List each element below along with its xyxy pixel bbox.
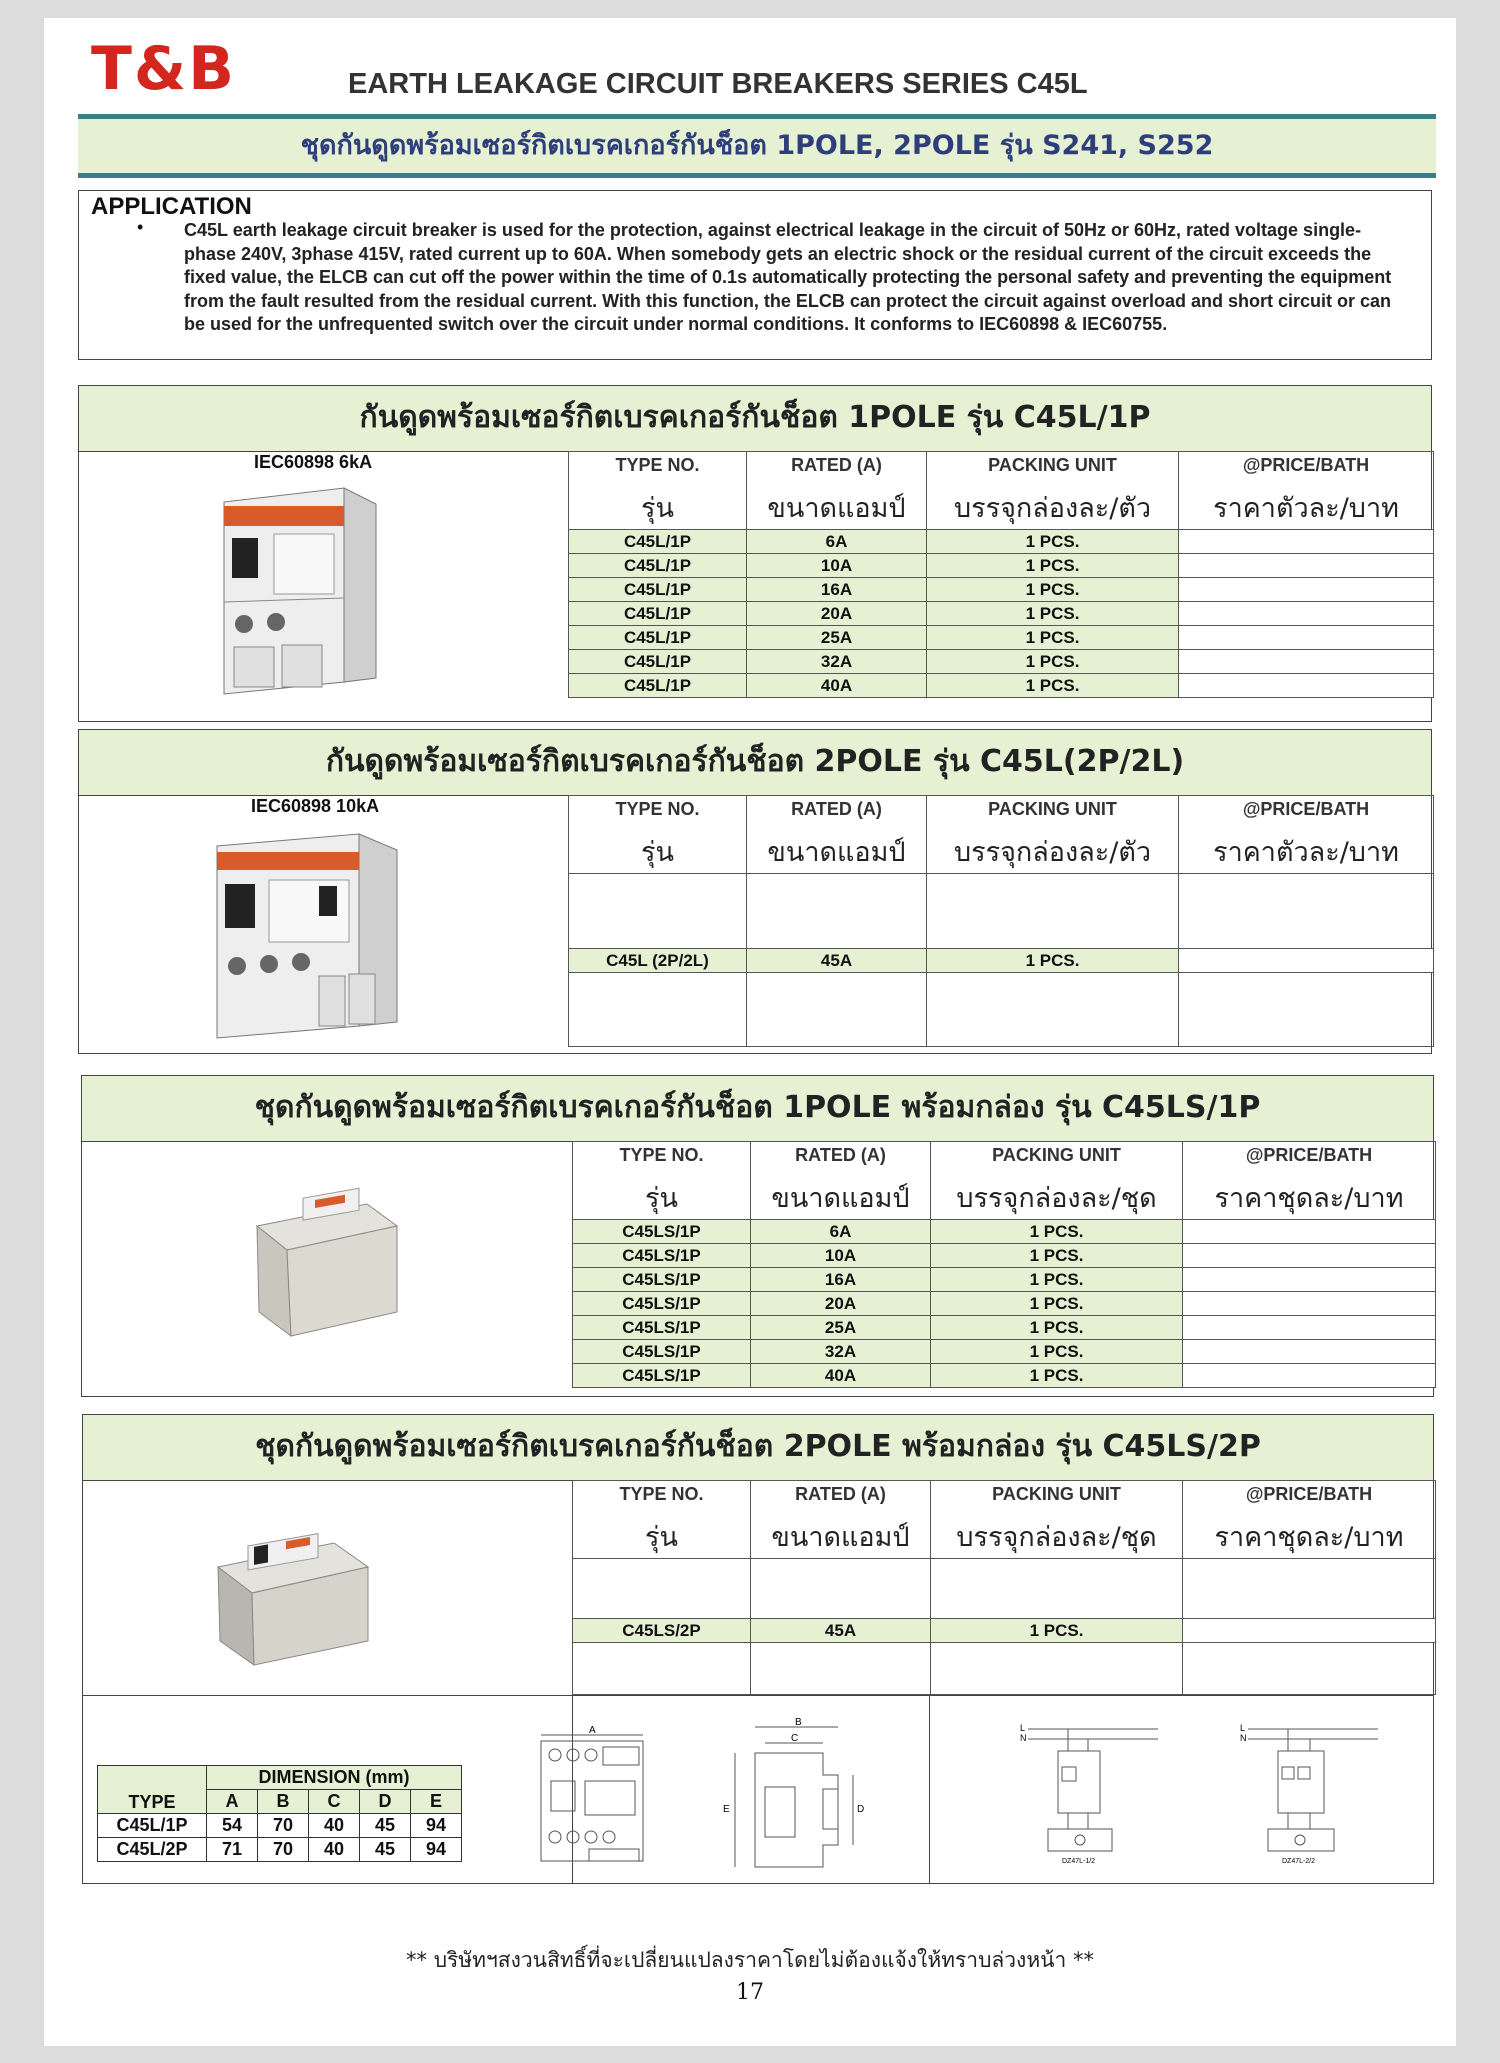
bullet-icon: • xyxy=(137,217,144,237)
section-c45ls-2p xyxy=(82,1414,1434,1884)
svg-text:N: N xyxy=(1240,1733,1247,1743)
table-row: C45LS/1P 25A 1 PCS. xyxy=(573,1316,1436,1340)
rated-header: RATED (A) ขนาดแอมป์ xyxy=(751,1142,931,1220)
packing-header: PACKING UNIT บรรจุกล่องละ/ตัว xyxy=(927,452,1179,530)
svg-text:A: A xyxy=(589,1725,596,1736)
dim-type-header: TYPE xyxy=(98,1766,207,1814)
table-row: C45L/1P 20A 1 PCS. xyxy=(569,602,1434,626)
type-header: TYPE NO. รุ่น xyxy=(569,796,747,874)
table-row: C45LS/2P 45A 1 PCS. xyxy=(573,1619,1436,1643)
price-header: @PRICE/BATH ราคาตัวละ/บาท xyxy=(1179,796,1434,874)
dimension-table: TYPE DIMENSION (mm) A B C D E C45L/1P 54 70 40 45 94 C45L/2P 71 70 40 45 94 xyxy=(97,1765,462,1862)
table-row: C45LS/1P 20A 1 PCS. xyxy=(573,1292,1436,1316)
svg-text:L: L xyxy=(1240,1723,1246,1733)
standard-label: IEC60898 6kA xyxy=(254,452,373,472)
svg-text:C: C xyxy=(791,1733,799,1744)
price-cell xyxy=(1183,1220,1436,1244)
price-cell xyxy=(1179,626,1434,650)
type-header: TYPE NO. รุ่น xyxy=(573,1142,751,1220)
price-cell xyxy=(1179,530,1434,554)
price-disclaimer: ** บริษัทฯสงวนสิทธิ์ที่จะเปลี่ยนแปลงราคาโดยไม่ต้องแจ้งให้ทราบล่วงหน้า ** xyxy=(406,1948,1094,1972)
table-row: C45LS/1P 16A 1 PCS. xyxy=(573,1268,1436,1292)
type-header: TYPE NO. รุ่น xyxy=(573,1481,751,1559)
section-1-table xyxy=(568,451,1434,698)
table-row: C45L/1P 25A 1 PCS. xyxy=(569,626,1434,650)
price-cell xyxy=(1179,674,1434,698)
price-header: @PRICE/BATH ราคาชุดละ/บาท xyxy=(1183,1481,1436,1559)
breaker-1p-image xyxy=(204,482,394,712)
section-3-table xyxy=(572,1141,1436,1388)
side-view-drawing xyxy=(723,1717,893,1882)
page-number: 17 xyxy=(736,1980,764,2005)
section-c45ls-1p xyxy=(81,1075,1434,1397)
price-header: @PRICE/BATH ราคาชุดละ/บาท xyxy=(1183,1142,1436,1220)
wiring-diagram-2p xyxy=(1238,1717,1388,1867)
table-row: C45L/1P 54 70 40 45 94 xyxy=(98,1814,462,1838)
table-row: C45L (2P/2L) 45A 1 PCS. xyxy=(569,949,1434,973)
price-cell xyxy=(1179,602,1434,626)
page-subtitle: ชุดกันดูดพร้อมเซอร์กิตเบรคเกอร์กันช็อต 1POLE, 2POLE รุ่น S241, S252 xyxy=(78,119,1436,173)
table-row: C45L/1P 10A 1 PCS. xyxy=(569,554,1434,578)
svg-text:DZ47L-2/2: DZ47L-2/2 xyxy=(1282,1858,1316,1865)
section-title: ชุดกันดูดพร้อมเซอร์กิตเบรคเกอร์กันช็อต 2POLE พร้อมกล่อง รุ่น C45LS/2P xyxy=(83,1415,1433,1481)
price-cell xyxy=(1183,1244,1436,1268)
table-row: C45L/2P 71 70 40 45 94 xyxy=(98,1838,462,1862)
section-4-table xyxy=(572,1480,1436,1695)
table-row: C45LS/1P 40A 1 PCS. xyxy=(573,1364,1436,1388)
price-cell xyxy=(1183,1340,1436,1364)
price-cell xyxy=(1179,578,1434,602)
table-row: C45L/1P 16A 1 PCS. xyxy=(569,578,1434,602)
application-box xyxy=(78,190,1432,360)
section-title: กันดูดพร้อมเซอร์กิตเบรคเกอร์กันช็อต 1POLE รุ่น C45L/1P xyxy=(79,386,1431,452)
table-row: C45LS/1P 10A 1 PCS. xyxy=(573,1244,1436,1268)
price-cell xyxy=(1183,1364,1436,1388)
enclosure-2p-image xyxy=(208,1523,383,1673)
price-cell xyxy=(1183,1292,1436,1316)
catalog-page xyxy=(44,18,1456,2046)
enclosure-1p-image xyxy=(247,1186,407,1346)
application-text: C45L earth leakage circuit breaker is used for the protection, against electrical leakage in the circuit of 50Hz or 60Hz, rated voltage single-phase 240V, 3phase 415V, rated current up to 60A. When somebody gets an electric shock or the residual current of the circuit exceeds the fixed value, the ELCB can cut off the power within the time of 0.1s automatically protecting the personal safety and preventing the equipment from the fault resulted from the residual current. With this function, the ELCB can protect the circuit against overload and short circuit or can be used for the unfrequented switch over the circuit under normal conditions. It conforms to IEC60898 & IEC60755. xyxy=(184,220,1392,334)
svg-text:DZ47L-1/2: DZ47L-1/2 xyxy=(1062,1858,1096,1865)
svg-text:E: E xyxy=(723,1804,730,1815)
section-c45l-2p xyxy=(78,729,1432,1054)
table-row: C45L/1P 40A 1 PCS. xyxy=(569,674,1434,698)
page-title: EARTH LEAKAGE CIRCUIT BREAKERS SERIES C45L xyxy=(348,68,1088,100)
section-divider xyxy=(83,1695,1433,1696)
price-header: @PRICE/BATH ราคาตัวละ/บาท xyxy=(1179,452,1434,530)
svg-text:B: B xyxy=(795,1717,802,1728)
rated-header: RATED (A) ขนาดแอมป์ xyxy=(751,1481,931,1559)
price-cell xyxy=(1179,949,1434,973)
drawing-divider-2 xyxy=(929,1695,930,1883)
price-cell xyxy=(1183,1619,1436,1643)
table-row: C45LS/1P 32A 1 PCS. xyxy=(573,1340,1436,1364)
section-2-table xyxy=(568,795,1434,1047)
price-cell xyxy=(1183,1316,1436,1340)
section-title: กันดูดพร้อมเซอร์กิตเบรคเกอร์กันช็อต 2POLE รุ่น C45L(2P/2L) xyxy=(79,730,1431,796)
svg-text:N: N xyxy=(1020,1733,1027,1743)
packing-header: PACKING UNIT บรรจุกล่องละ/ชุด xyxy=(931,1142,1183,1220)
section-title: ชุดกันดูดพร้อมเซอร์กิตเบรคเกอร์กันช็อต 1POLE พร้อมกล่อง รุ่น C45LS/1P xyxy=(82,1076,1433,1142)
standard-label: IEC60898 10kA xyxy=(251,796,380,816)
rated-header: RATED (A) ขนาดแอมป์ xyxy=(747,452,927,530)
table-row: C45L/1P 6A 1 PCS. xyxy=(569,530,1434,554)
svg-text:L: L xyxy=(1020,1723,1026,1733)
rated-header: RATED (A) ขนาดแอมป์ xyxy=(747,796,927,874)
svg-text:D: D xyxy=(857,1804,865,1815)
packing-header: PACKING UNIT บรรจุกล่องละ/ชุด xyxy=(931,1481,1183,1559)
dim-title: DIMENSION (mm) xyxy=(207,1766,462,1790)
brand-logo: T&B xyxy=(91,34,236,104)
wiring-diagram-1p xyxy=(1018,1717,1168,1867)
packing-header: PACKING UNIT บรรจุกล่องละ/ตัว xyxy=(927,796,1179,874)
header-rule-bottom xyxy=(78,173,1436,178)
breaker-2p-image xyxy=(199,826,429,1051)
price-cell xyxy=(1179,554,1434,578)
price-cell xyxy=(1179,650,1434,674)
section-c45l-1p xyxy=(78,385,1432,722)
front-view-drawing xyxy=(533,1725,663,1875)
type-header: TYPE NO. รุ่น xyxy=(569,452,747,530)
price-cell xyxy=(1183,1268,1436,1292)
table-row: C45L/1P 32A 1 PCS. xyxy=(569,650,1434,674)
table-row: C45LS/1P 6A 1 PCS. xyxy=(573,1220,1436,1244)
application-heading: APPLICATION xyxy=(91,193,252,220)
